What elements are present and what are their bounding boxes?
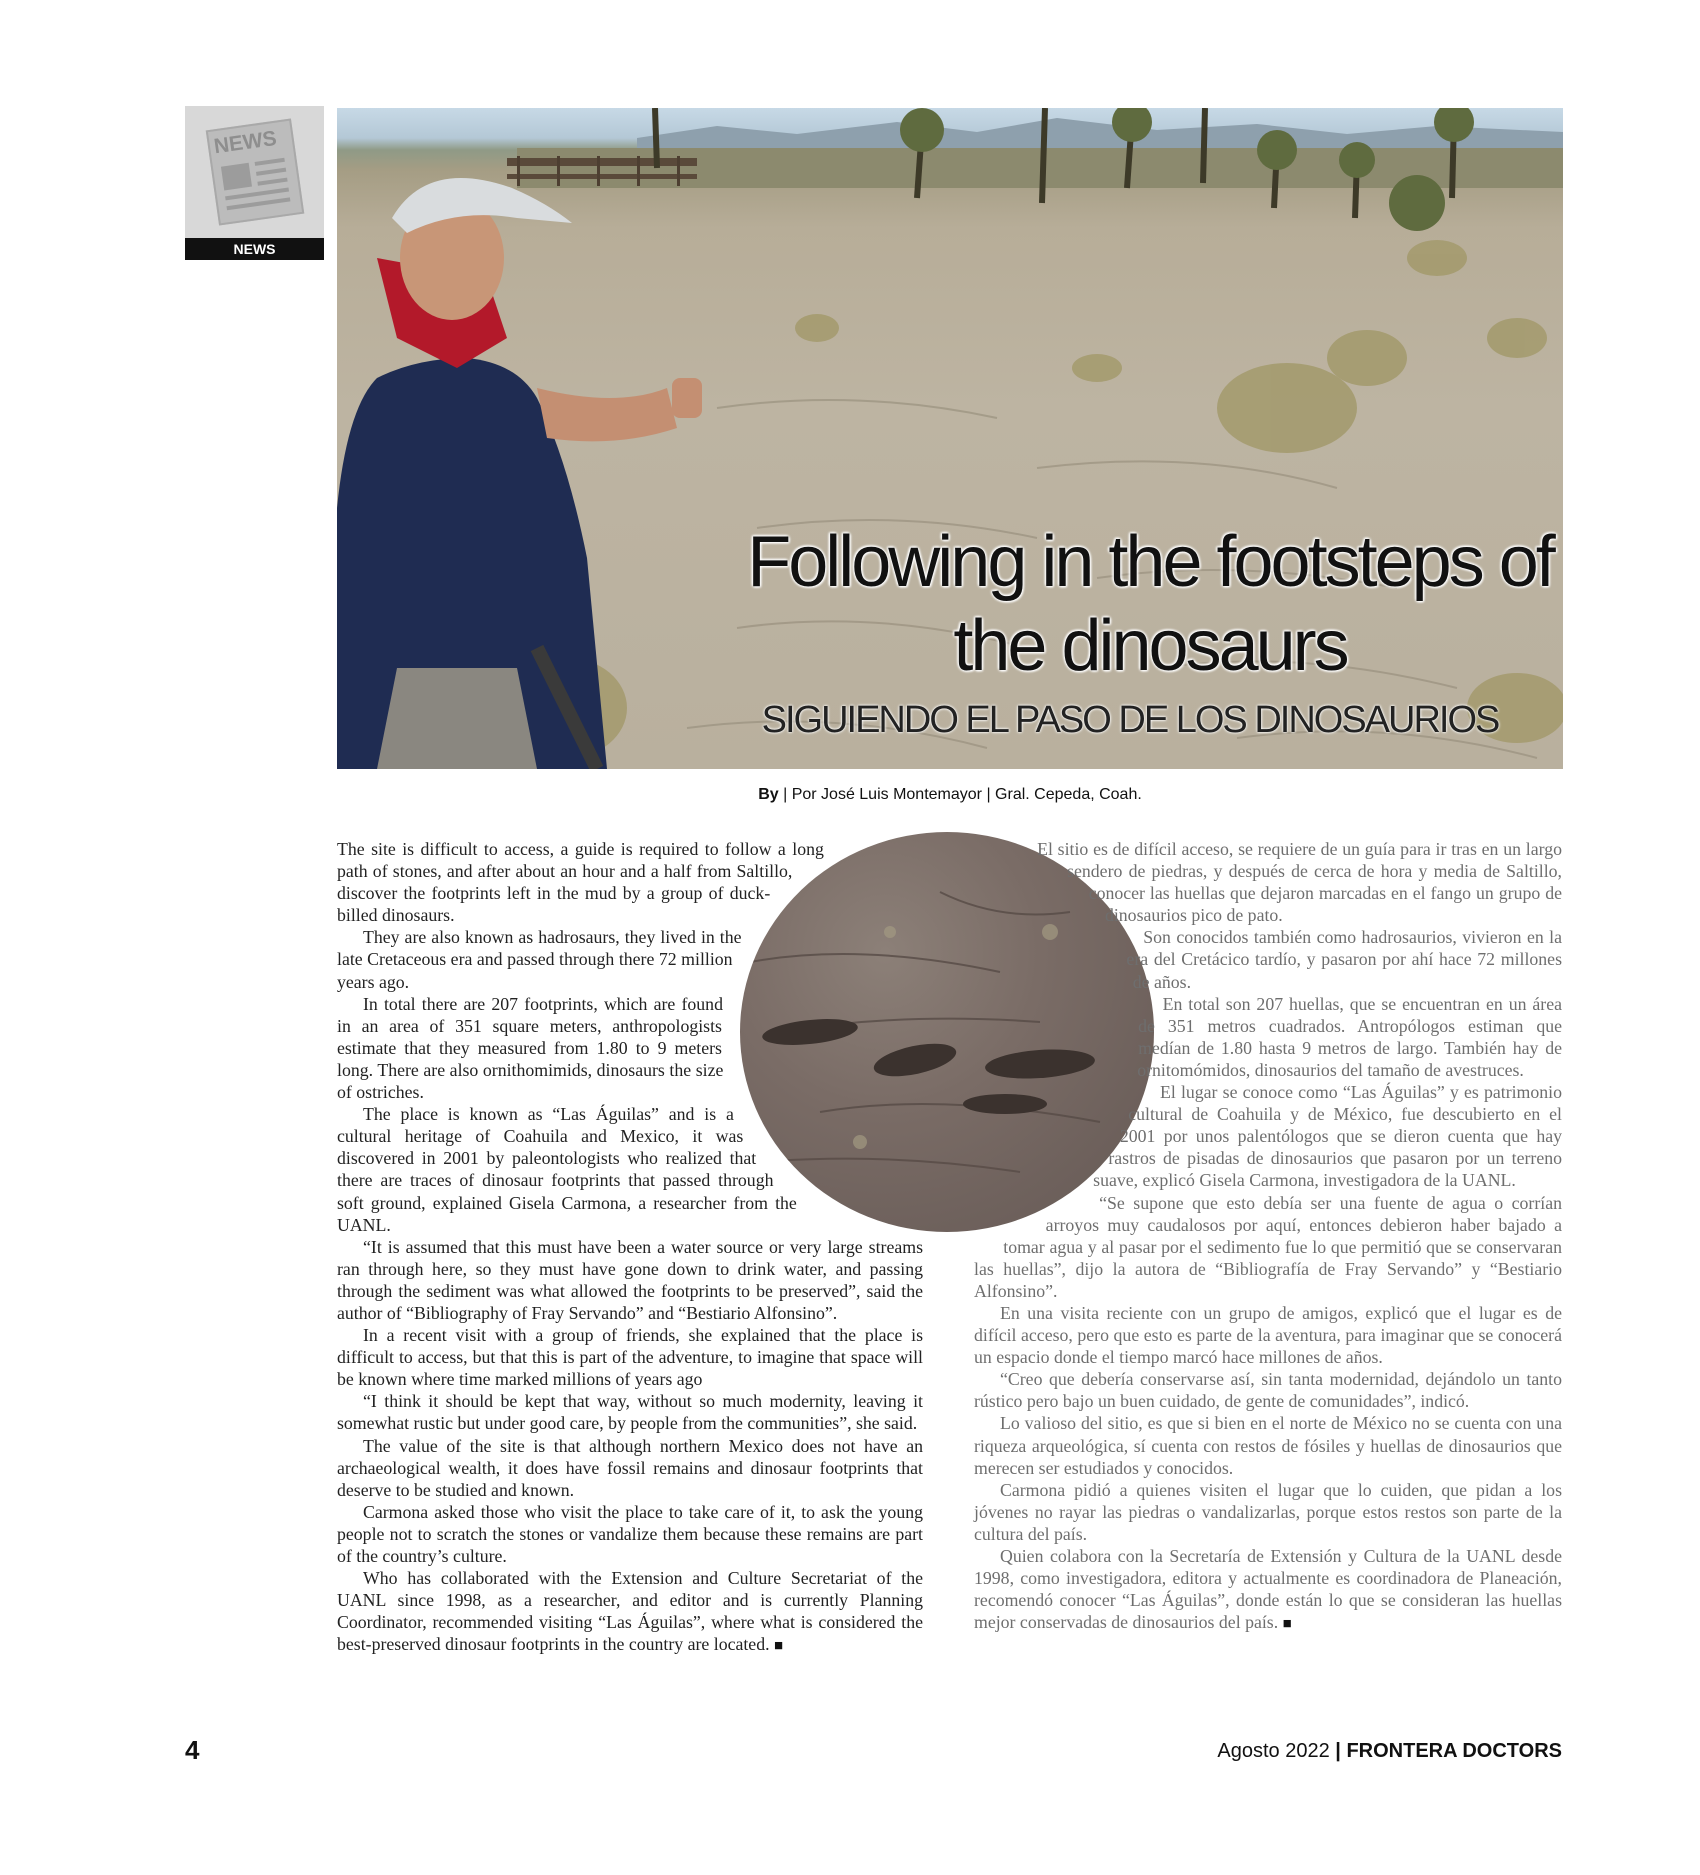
section-label: NEWS (185, 238, 324, 260)
footer-publication (1217, 1740, 1562, 1763)
article-en-paragraph: Carmona asked those who visit the place to take care of it, to ask the young people not to scratch the stones or vandalize them because these remains are part of the country’s culture. (337, 1501, 923, 1566)
article-es-paragraph: El lugar se conoce como “Las Águilas” y es patrimonio cultural de Coahuila y de México, fue descubierto en el 2001 por unos palentólogos que se dieron cuenta que hay rastros de pisadas de dinosaurios que pasaron por un terreno suave, explicó Gisela Carmona, investigadora de la UANL. (1093, 1082, 1562, 1191)
end-mark: ■ (774, 1638, 784, 1655)
article-en-paragraph: Who has collaborated with the Extension and Culture Secretariat of the UANL since 1998, as a researcher, and editor and is currently Planning Coordinator, recommended visiting “Las Águilas”, where what is considered the best-preserved dinosaur footprints in the country are located. ■ (337, 1568, 923, 1655)
hero-photo (337, 108, 1563, 769)
article-es-paragraph: Son conocidos también como hadrosaurios, vivieron en la era del Cretácico tardío, y pasaron por ahí hace 72 millones de años. (1126, 927, 1562, 992)
newspaper-icon (185, 106, 324, 238)
article-es-paragraph: “Se supone que esto debía ser una fuente de agua o corrían arroyos muy caudalosos por aquí, entonces debieron haber bajado a tomar agua y al pasar por el sedimento fue lo que permitió que se conservaran las huellas”, dijo la autora de “Bibliografía de Fray Servando” y “Bestiario Alfonsino”. (974, 1192, 1562, 1301)
section-badge (185, 106, 324, 260)
article-en-paragraph: In total there are 207 footprints, which are found in an area of 351 square meters, anthropologists estimate that they measured from 1.80 to 9 meters long. There are also ornithomimids, dinosaurs the size of ostriches. (337, 993, 724, 1103)
article-english (337, 838, 923, 1657)
article-en-paragraph: The site is difficult to access, a guide is required to follow a long path of stones, and after about an hour and a half from Saltillo, discover the footprints left in the mud by a group of duck-billed dinosaurs. (337, 839, 824, 926)
article-en-paragraph: “It is assumed that this must have been a water source or very large streams ran through here, so they must have gone down to drink water, and passing through the sediment was what allowed the footprints to be preserved”, said the author of “Bibliography of Fray Servando” and “Bestiario Alfonsino”. (337, 1236, 923, 1323)
article-es-paragraph: Carmona pidió a quienes visiten el lugar que lo cuiden, que pidan a los jóvenes no rayar las piedras o vandalizarlas, porque estos restos son parte de la cultura del país. (974, 1479, 1562, 1544)
page-number: 4 (185, 1735, 200, 1765)
article-es-paragraph: En una visita reciente con un grupo de amigos, explicó que el lugar es de difícil acceso, pero que esto es parte de la aventura, para imaginar que se conocerá un espacio donde el tiempo marcó hace millones de años. (974, 1302, 1562, 1368)
article-es-paragraph: En total son 207 huellas, que se encuentran en un área de 351 metros cuadrados. Antropólogos estiman que medían de 1.80 hasta 9 metros de largo. También hay de ornitomómidos, dinosaurios del tamaño de avestruces. (1137, 993, 1562, 1080)
article-es-paragraph: “Creo que debería conservarse así, sin tanta modernidad, dejándolo un tanto rústico pero bajo un buen cuidado, de gente de comunidades”, indicó. (974, 1369, 1562, 1412)
badge-word: NEWS (212, 126, 279, 159)
article-en-paragraph: The place is known as “Las Águilas” and is a cultural heritage of Coahuila and Mexico, it was discovered in 2001 by paleontologists who realized that there are traces of dinosaur footprints that passed through soft ground, explained Gisela Carmona, a researcher from the UANL. (337, 1104, 797, 1235)
byline-by: By (758, 786, 779, 803)
footer-title: FRONTERA DOCTORS (1346, 1740, 1562, 1762)
byline (337, 786, 1563, 804)
article-en-paragraph: They are also known as hadrosaurs, they lived in the late Cretaceous era and passed through there 72 million years ago. (337, 927, 742, 992)
headline-subtitle: SIGUIENDO EL PASO DE LOS DINOSAURIOS (761, 699, 1499, 741)
article-es-paragraph: El sitio es de difícil acceso, se requiere de un guía para ir tras en un largo sendero de piedras, y después de cerca de hora y media de Saltillo, conocer las huellas que dejaron marcadas en el fango un grupo de dinosaurios pico de pato. (1037, 839, 1562, 926)
article-es-paragraph: Quien colabora con la Secretaría de Extensión y Cultura de la UANL desde 1998, como investigadora, editora y actualmente es coordinadora de Planeación, recomendó conocer “Las Águilas”, donde están lo que se consideran las huellas mejor conservadas de dinosaurios del país. ■ (974, 1546, 1562, 1633)
article-es-paragraph: Lo valioso del sitio, es que si bien en el norte de México no se cuenta con una riqueza arqueológica, sí cuenta con restos de fósiles y huellas de dinosaurios que merecen ser estudiados y conocidos. (974, 1413, 1562, 1478)
footer-separator: | (1335, 1740, 1341, 1762)
end-mark: ■ (1282, 1616, 1292, 1633)
article-spanish (974, 838, 1562, 1635)
article-en-paragraph: In a recent visit with a group of friends, she explained that the place is difficult to access, but that this is part of the adventure, to imagine that space will be known where time marked millions of years ago (337, 1325, 923, 1390)
headline-title: Following in the footsteps of the dinosaurs (747, 522, 1553, 686)
article-en-paragraph: The value of the site is that although northern Mexico does not have an archaeological wealth, it does have fossil remains and dinosaur footprints that deserve to be studied and known. (337, 1435, 923, 1500)
article-en-paragraph: “I think it should be kept that way, without so much modernity, leaving it somewhat rustic but under good care, by people from the communities”, she said. (337, 1391, 923, 1434)
byline-author: | Por José Luis Montemayor | Gral. Cepeda, Coah. (783, 786, 1142, 803)
footer-date: Agosto 2022 (1217, 1740, 1330, 1762)
